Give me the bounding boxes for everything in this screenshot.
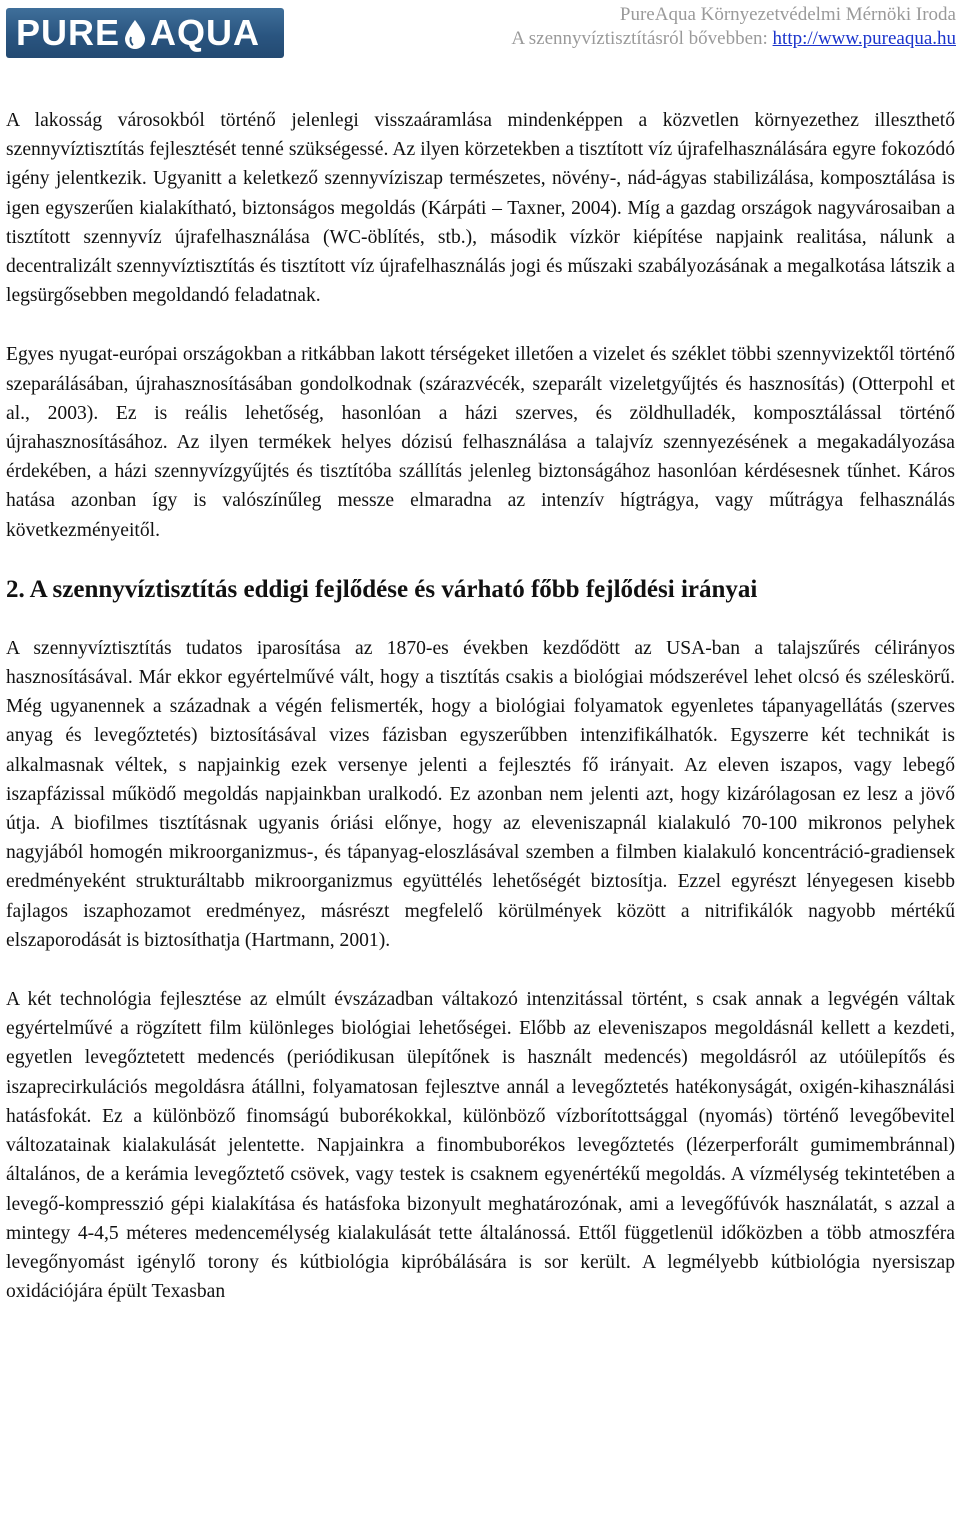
water-drop-icon: [124, 19, 146, 49]
section-heading: 2. A szennyvíztisztítás eddigi fejlődése és várható főbb fejlődési irányai: [6, 575, 758, 603]
document-body: [6, 106, 955, 1336]
header-info: [511, 3, 956, 51]
website-link[interactable]: http://www.pureaqua.hu: [772, 28, 956, 49]
page-header: [0, 0, 960, 64]
paragraph: A lakosság városokból történő jelenlegi visszaáramlása mindenképpen a közvetlen környezethez illeszthető szennyvíztisztítás fejlesztését tenné szükségessé. Az ilyen körzetekben a tisztított víz újrafelhasználására egyre fokozódó igény jelentkezik. Ugyanitt a keletkező szennyvíziszap természetes, növény-, nád-ágyas stabilizálása, komposztálása is igen egyszerűen kialakítható, biztonságos megoldás (Kárpáti – Taxner, 2004). Míg a gazdag országok nagyvárosaiban a tisztított szennyvíz újrafelhasználása (WC-öblítés, stb.), második vízkör kiépítése napjaink realitása, nálunk a decentralizált szennyvíztisztítás és tisztított víz újrafelhasználás jogi és műszaki szabályozásának a megalkotása látszik a legsürgősebben megoldandó feladatnak.: [6, 110, 955, 307]
company-name: PureAqua Környezetvédelmi Mérnöki Iroda: [619, 4, 956, 25]
pureaqua-logo: [6, 8, 284, 58]
paragraph: A szennyvíztisztítás tudatos iparosítása az 1870-es években kezdődött az USA-ban a talajszűrés célirányos hasznosításával. Már ekkor egyértelművé vált, hogy a tisztítás csakis a biológiai módszerével lehet olcsó és széleskörű. Még ugyanennek a századnak a végén felismerték, hogy a biológiai folyamatok egyenletes tápanyagellátás (szerves anyag és levegőztetés) biztosításával vizes fázisban egyszerűbben intenzifikálhatók. Egyszerre két technikát is alkalmasnak véltek, s napjainkig ezek versenye jelenti a fejlesztés fő irányait. Az eleven iszapos, vagy lebegő iszapfázissal működő megoldás napjainkban uralkodó. Ez azonban nem jelenti azt, hogy kizárólagosan ez lesz a jövő útja. A biofilmes tisztításnak ugyanis óriási előnye, hogy az eleveniszapnál kialakuló 70-100 mikronos pelyhek nagyjából homogén mikroorganizmus-, és tápanyag-eloszlásával szemben a filmben kialakuló koncentráció-gradiensek eredményeként strukturáltabb mikroorganizmus együttélés lehetőségét biztosítja. Ezzel egyrészt lényegesen kisebb fajlagos iszaphozamot eredményez, másrészt megfelelő körülmények között a nitrifikálók nagyobb mértékű elszaporodását is biztosíthatja (Hartmann, 2001).: [6, 637, 955, 951]
info-line: [511, 27, 956, 51]
paragraph: A két technológia fejlesztése az elmúlt évszázadban váltakozó intenzitással történt, s csak annak a legvégén váltak egyértelművé a rögzített film különleges biológiai lehetőségei. Előbb az eleveniszapos megoldásnál kellett a kezdeti, egyetlen levegőztetett medencés (periódikusan ülepítőnek is használt medencés) megoldásról az utóülepítős és iszaprecirkulációs megoldásra átállni, folyamatosan fejlesztve annál a levegőztetés hatékonyságát, oxigén-kihasználási hatásfokát. Ez a különböző finomságú buborékokkal, különböző vízborítottsággal (nyomás) történő levegőbevitel változatainak kialakulását jelentette. Napjainkra a finombuborékos levegőztetés (lézerperforált gumimembránnal) általános, de a kerámia levegőztető csövek, vagy testek is csaknem egyenértékű megoldás. A vízmélység tekintetében a levegő-kompresszió gépi kialakítása és hatásfoka bizonyult meghatározónak, ami a levegőfúvók használatát, s azzal a mintegy 4-4,5 méteres medencemélység kialakulását tette általánossá. Ettől függetlenül időközben a több atmoszféra levegőnyomást igénylő torony és kútbiológia kipróbálására is sor került. A legmélyebb kútbiológia nyersiszap oxidációjára épült Texasban: [6, 989, 955, 1303]
logo-text: PURE AQUA: [16, 12, 261, 53]
paragraph: Egyes nyugat-európai országokban a ritkábban lakott térségeket illetően a vizelet és széklet többi szennyvizektől történő szeparálásában, újrahasznosításában gondolkodnak (szárazvécék, szeparált vizeletgyűjtés és hasznosítás) (Otterpohl et al., 2003). Ez is reális lehetőség, hasonlóan a házi szerves, és zöldhulladék, komposztálással történő újrahasznosításához. Az ilyen termékek helyes dózisú felhasználása a talajvíz szennyezésének a megakadályozása érdekében, a házi szennyvízgyűjtés és tisztítóba szállítás jelenleg biztonságához hasonlóan kérdésesnek tűnhet. Káros hatása azonban így is valószínűleg messze elmaradna az intenzív hígtrágya, vagy műtrágya felhasználás következményeitől.: [6, 344, 955, 541]
info-prefix: A szennyvíztisztításról bővebben:: [511, 28, 773, 49]
